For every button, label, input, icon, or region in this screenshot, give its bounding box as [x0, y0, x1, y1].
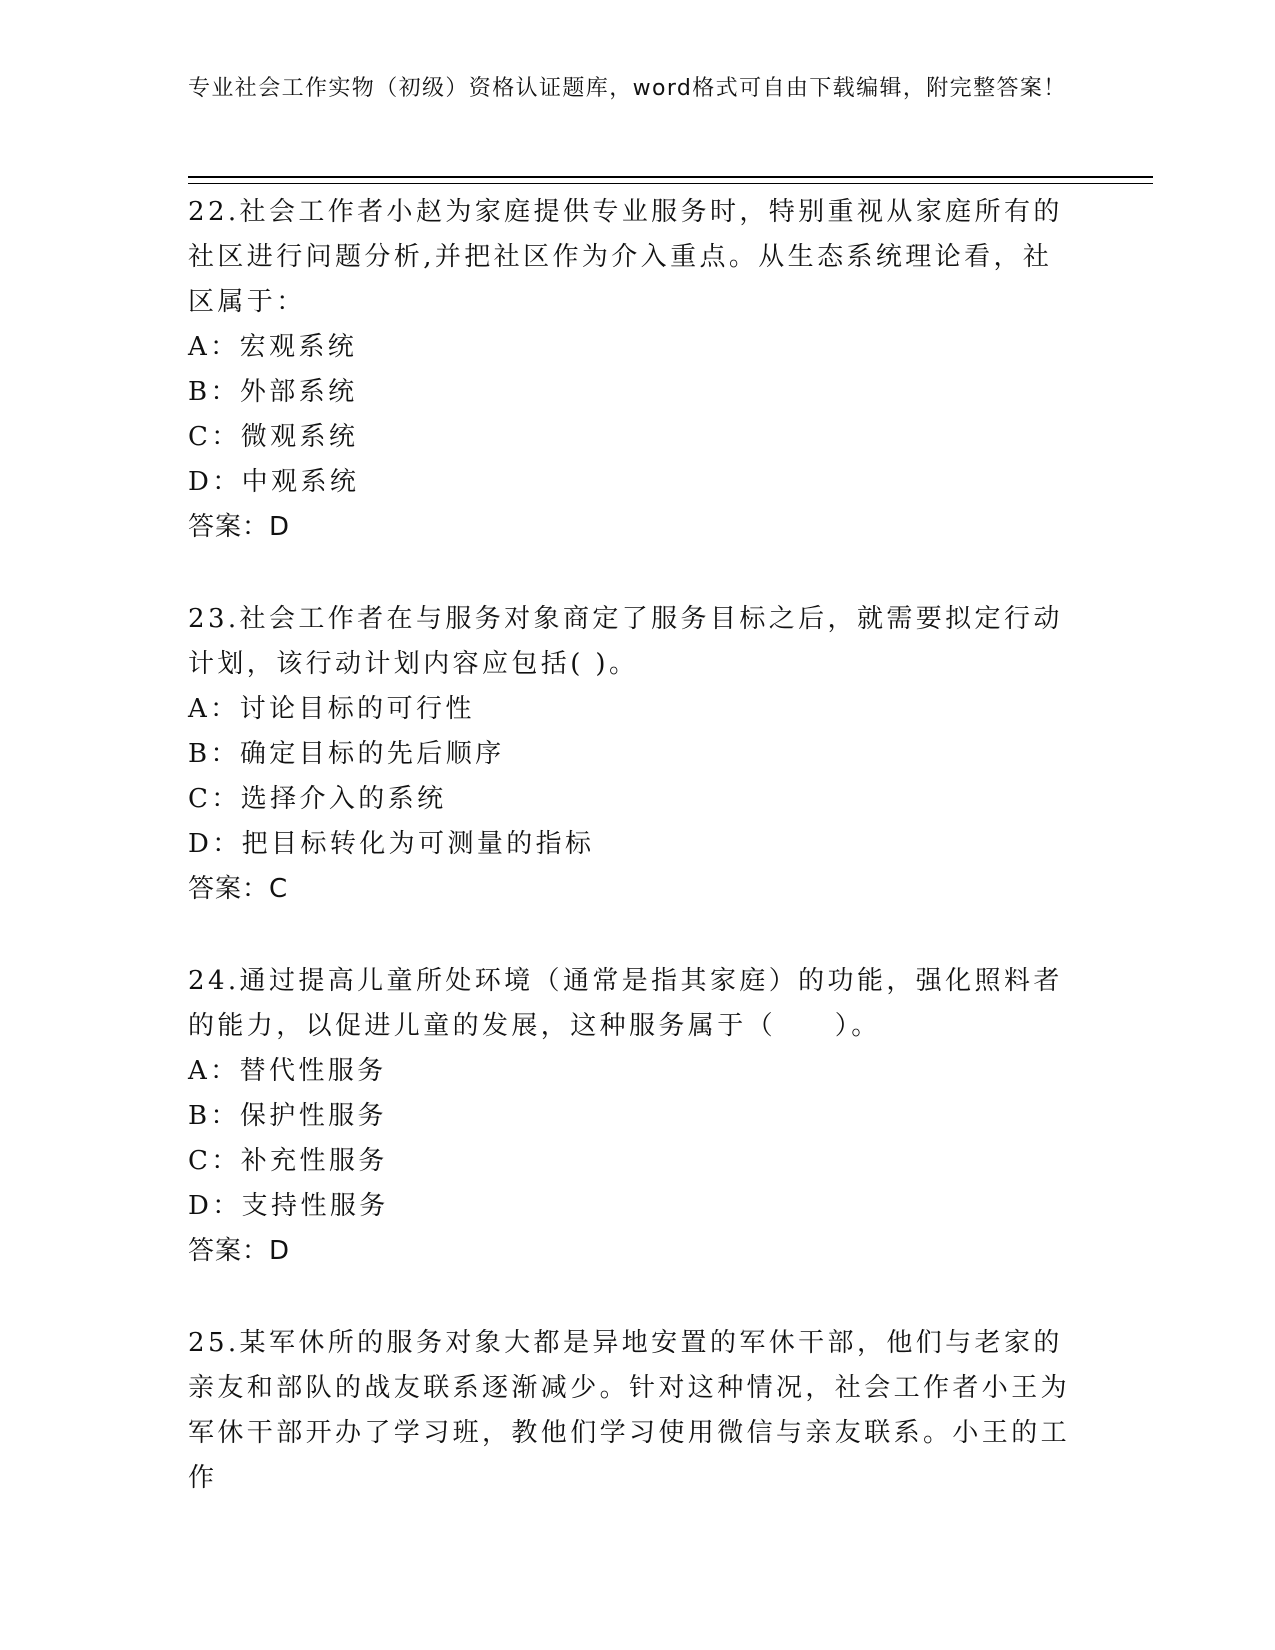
- question-23: [188, 597, 1078, 912]
- question-stem: 22.社会工作者小赵为家庭提供专业服务时，特别重视从家庭所有的社区进行问题分析,并把社区作为介入重点。从生态系统理论看，社区属于：: [188, 197, 1063, 317]
- option-d: D：支持性服务: [188, 1191, 389, 1221]
- document-header: 专业社会工作实物（初级）资格认证题库，word格式可自由下载编辑，附完整答案！: [188, 76, 1067, 101]
- answer-line: 答案：D: [188, 512, 291, 542]
- header-rule-thick: [188, 176, 1153, 178]
- option-b: B：外部系统: [188, 377, 358, 407]
- question-stem: 23.社会工作者在与服务对象商定了服务目标之后，就需要拟定行动计划，该行动计划内容应包括( )。: [188, 604, 1063, 679]
- question-list: [188, 188, 1078, 1501]
- option-a: A：替代性服务: [188, 1056, 387, 1086]
- option-d: D：把目标转化为可测量的指标: [188, 829, 595, 859]
- header-rule-thin: [188, 183, 1153, 184]
- question-24: [188, 959, 1078, 1274]
- option-d: D：中观系统: [188, 467, 360, 497]
- answer-line: 答案：D: [188, 1236, 291, 1266]
- question-25: [188, 1321, 1078, 1501]
- question-stem: 25.某军休所的服务对象大都是异地安置的军休干部，他们与老家的亲友和部队的战友联系逐渐减少。针对这种情况，社会工作者小王为军休干部开办了学习班，教他们学习使用微信与亲友联系。小王的工作: [188, 1328, 1071, 1493]
- option-b: B：确定目标的先后顺序: [188, 739, 505, 769]
- option-a: A：宏观系统: [188, 332, 358, 362]
- question-spacer: [188, 550, 1078, 595]
- question-stem: 24.通过提高儿童所处环境（通常是指其家庭）的功能，强化照料者的能力，以促进儿童的发展，这种服务属于（ ）。: [188, 966, 1063, 1041]
- option-c: C：补充性服务: [188, 1146, 388, 1176]
- question-22: [188, 190, 1078, 550]
- question-spacer: [188, 912, 1078, 957]
- option-a: A：讨论目标的可行性: [188, 694, 475, 724]
- question-spacer: [188, 1274, 1078, 1319]
- option-b: B：保护性服务: [188, 1101, 387, 1131]
- answer-line: 答案：C: [188, 874, 289, 904]
- option-c: C：微观系统: [188, 422, 359, 452]
- option-c: C：选择介入的系统: [188, 784, 447, 814]
